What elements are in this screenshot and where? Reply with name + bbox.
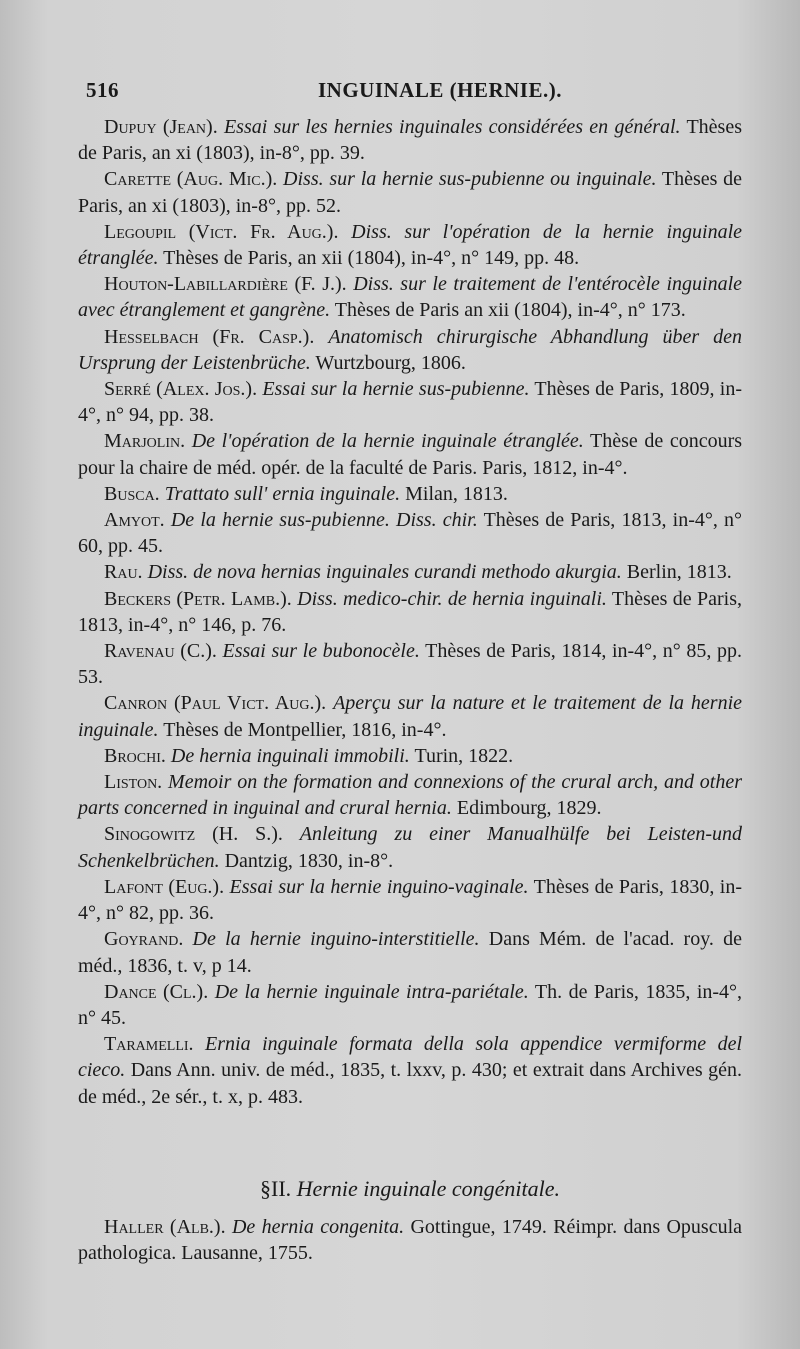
entry-title: Diss. sur la hernie sus-pubienne ou inguinale. [283,168,657,191]
bibliography-entry [78,219,742,271]
bibliography-entry [78,638,742,690]
entry-author: Marjolin. [104,430,186,453]
bibliography-entry [78,1031,742,1110]
entry-title: Diss. medico-chir. de hernia inguinali. [297,587,607,610]
entry-details: Thèse de concours pour la chaire de méd. opér. de la faculté de Paris. Paris, 1812, in-4°. [78,430,743,479]
entry-title: Anatomisch chirurgische Abhandlung über den Ursprung der Leistenbrüche. [78,325,742,374]
entry-title: Essai sur les hernies inguinales considérées en général. [223,116,681,138]
entry-details: Thèses de Paris, 1813, in-4°, n° 146, p. 76. [78,587,743,636]
entry-author: Legoupil (Vict. Fr. Aug.). [104,220,339,243]
bibliography-entry [78,114,742,166]
entry-details: Thèses de Paris, an xi (1803), in-8°, pp. 52. [78,168,743,217]
entry-details: Thèses de Paris, 1830, in-4°, n° 82, pp. 36. [78,875,743,925]
bibliography-list [78,114,742,1110]
entry-title: Diss. sur le traitement de l'entérocèle inguinale avec étranglement et gangrène. [78,273,743,322]
entry-details: Thèses de Paris, 1814, in-4°, n° 85, pp. 53. [78,640,742,689]
entry-author: Ravenau (C.). [104,640,217,663]
entry-author: Taramelli. [104,1033,194,1056]
entry-author: Dupuy (Jean). [104,116,218,138]
entry-author: Haller (Alb.). [104,1216,226,1238]
entry-details: Th. de Paris, 1835, in-4°, n° 45. [78,980,743,1029]
bibliography-entry [78,874,742,926]
entry-author: Brochi. [104,744,166,767]
bibliography-entry [78,769,742,821]
entry-author: Goyrand. [104,928,184,951]
entry-details: Edimbourg, 1829. [456,797,602,820]
entry-author: Carette (Aug. Mic.). [104,168,278,191]
bibliography-entry [78,507,742,559]
entry-title: De la hernie inguino-interstitielle. [192,928,480,951]
entry-author: Rau. [104,561,143,584]
bibliography-entry [78,166,742,218]
entry-title: Diss. sur l'opération de la hernie inguinale étranglée. [78,220,743,270]
bibliography-entry [78,586,742,638]
entry-details: Berlin, 1813. [626,561,732,584]
bibliography-entry [78,690,742,742]
entry-title: Diss. de nova hernias inguinales curandi methodo akurgia. [147,561,622,584]
entry-author: Houton-Labillardière (F. J.). [104,273,347,296]
entry-details: Thèses de Paris an xii (1804), in-4°, n° 173. [334,299,686,322]
page-number: 516 [86,78,119,102]
entry-details: Thèses de Paris, 1809, in-4°, n° 94, pp. 38. [78,378,743,427]
entry-details: Thèses de Paris, an xi (1803), in-8°, pp. 39. [78,116,742,165]
entry-details: Thèses de Paris, 1813, in-4°, n° 60, pp. 45. [78,509,743,558]
bibliography-entry [78,324,742,376]
entry-title: De la hernie sus-pubienne. Diss. chir. [170,509,478,532]
bibliography-entry [78,559,742,585]
entry-details: Milan, 1813. [405,482,508,505]
entry-title: De l'opération de la hernie inguinale étranglée. [191,430,584,453]
entry-title: Aperçu sur la nature et le traitement de la hernie inguinale. [78,692,743,741]
entry-author: Hesselbach (Fr. Casp.). [104,325,315,348]
entry-title: Anleitung zu einer Manualhülfe bei Leisten-und Schenkelbrüchen. [78,823,743,872]
entry-author: Liston. [104,771,163,794]
entry-title: De la hernie inguinale intra-pariétale. [214,980,529,1003]
entry-title: Memoir on the formation and connexions of the crural arch, and other parts concerned in inguinal and crural hernia. [78,771,743,820]
bibliography-entry [78,979,742,1031]
entry-details: Dans Ann. univ. de méd., 1835, t. lxxv, p. 430; et extrait dans Archives gén. de méd., 2e sér., t. x, p. 483. [78,1059,743,1108]
entry-author: Busca. [104,482,160,505]
entry-author: Lafont (Eug.). [104,875,225,898]
bibliography-entry [78,821,742,873]
bibliography-list-2 [78,1214,742,1266]
bibliography-entry [78,743,742,769]
entry-author: Canron (Paul Vict. Aug.). [104,692,327,715]
entry-details: Turin, 1822. [414,744,514,767]
entry-title: De hernia inguinali immobili. [170,744,410,767]
running-title: INGUINALE (HERNIE.). [318,78,562,102]
entry-author: Dance (Cl.). [104,980,209,1003]
section-heading [78,1176,742,1202]
bibliography-entry [78,1214,742,1266]
bibliography-entry [78,271,742,323]
entry-author: Serré (Alex. Jos.). [104,378,258,401]
entry-title: Essai sur la hernie sus-pubienne. [262,378,530,401]
bibliography-entry [78,376,742,428]
bibliography-entry [78,428,742,480]
entry-title: De hernia congenita. [231,1216,405,1238]
entry-details: Dans Mém. de l'acad. roy. de méd., 1836, t. v, p 14. [78,928,742,977]
bibliography-entry [78,926,742,978]
bibliography-entry [78,481,742,507]
entry-details: Thèses de Montpellier, 1816, in-4°. [163,718,447,741]
entry-details: Dantzig, 1830, in-8°. [224,849,394,872]
entry-author: Beckers (Petr. Lamb.). [104,587,292,610]
entry-details: Wurtzbourg, 1806. [315,351,466,374]
entry-details: Gottingue, 1749. Réimpr. dans Opuscula pathologica. Lausanne, 1755. [78,1216,743,1265]
section-numeral: §II. [260,1176,292,1201]
entry-author: Amyot. [104,509,165,532]
section-title: Hernie inguinale congénitale. [296,1176,560,1201]
entry-author: Sinogowitz (H. S.). [104,823,283,846]
entry-title: Essai sur le bubonocèle. [222,640,420,663]
entry-title: Ernia inguinale formata della sola appendice vermiforme del cieco. [78,1033,742,1082]
entry-title: Trattato sull' ernia inguinale. [164,482,401,505]
entry-details: Thèses de Paris, an xii (1804), in-4°, n° 149, pp. 48. [163,247,580,270]
entry-title: Essai sur la hernie inguino-vaginale. [229,875,529,898]
